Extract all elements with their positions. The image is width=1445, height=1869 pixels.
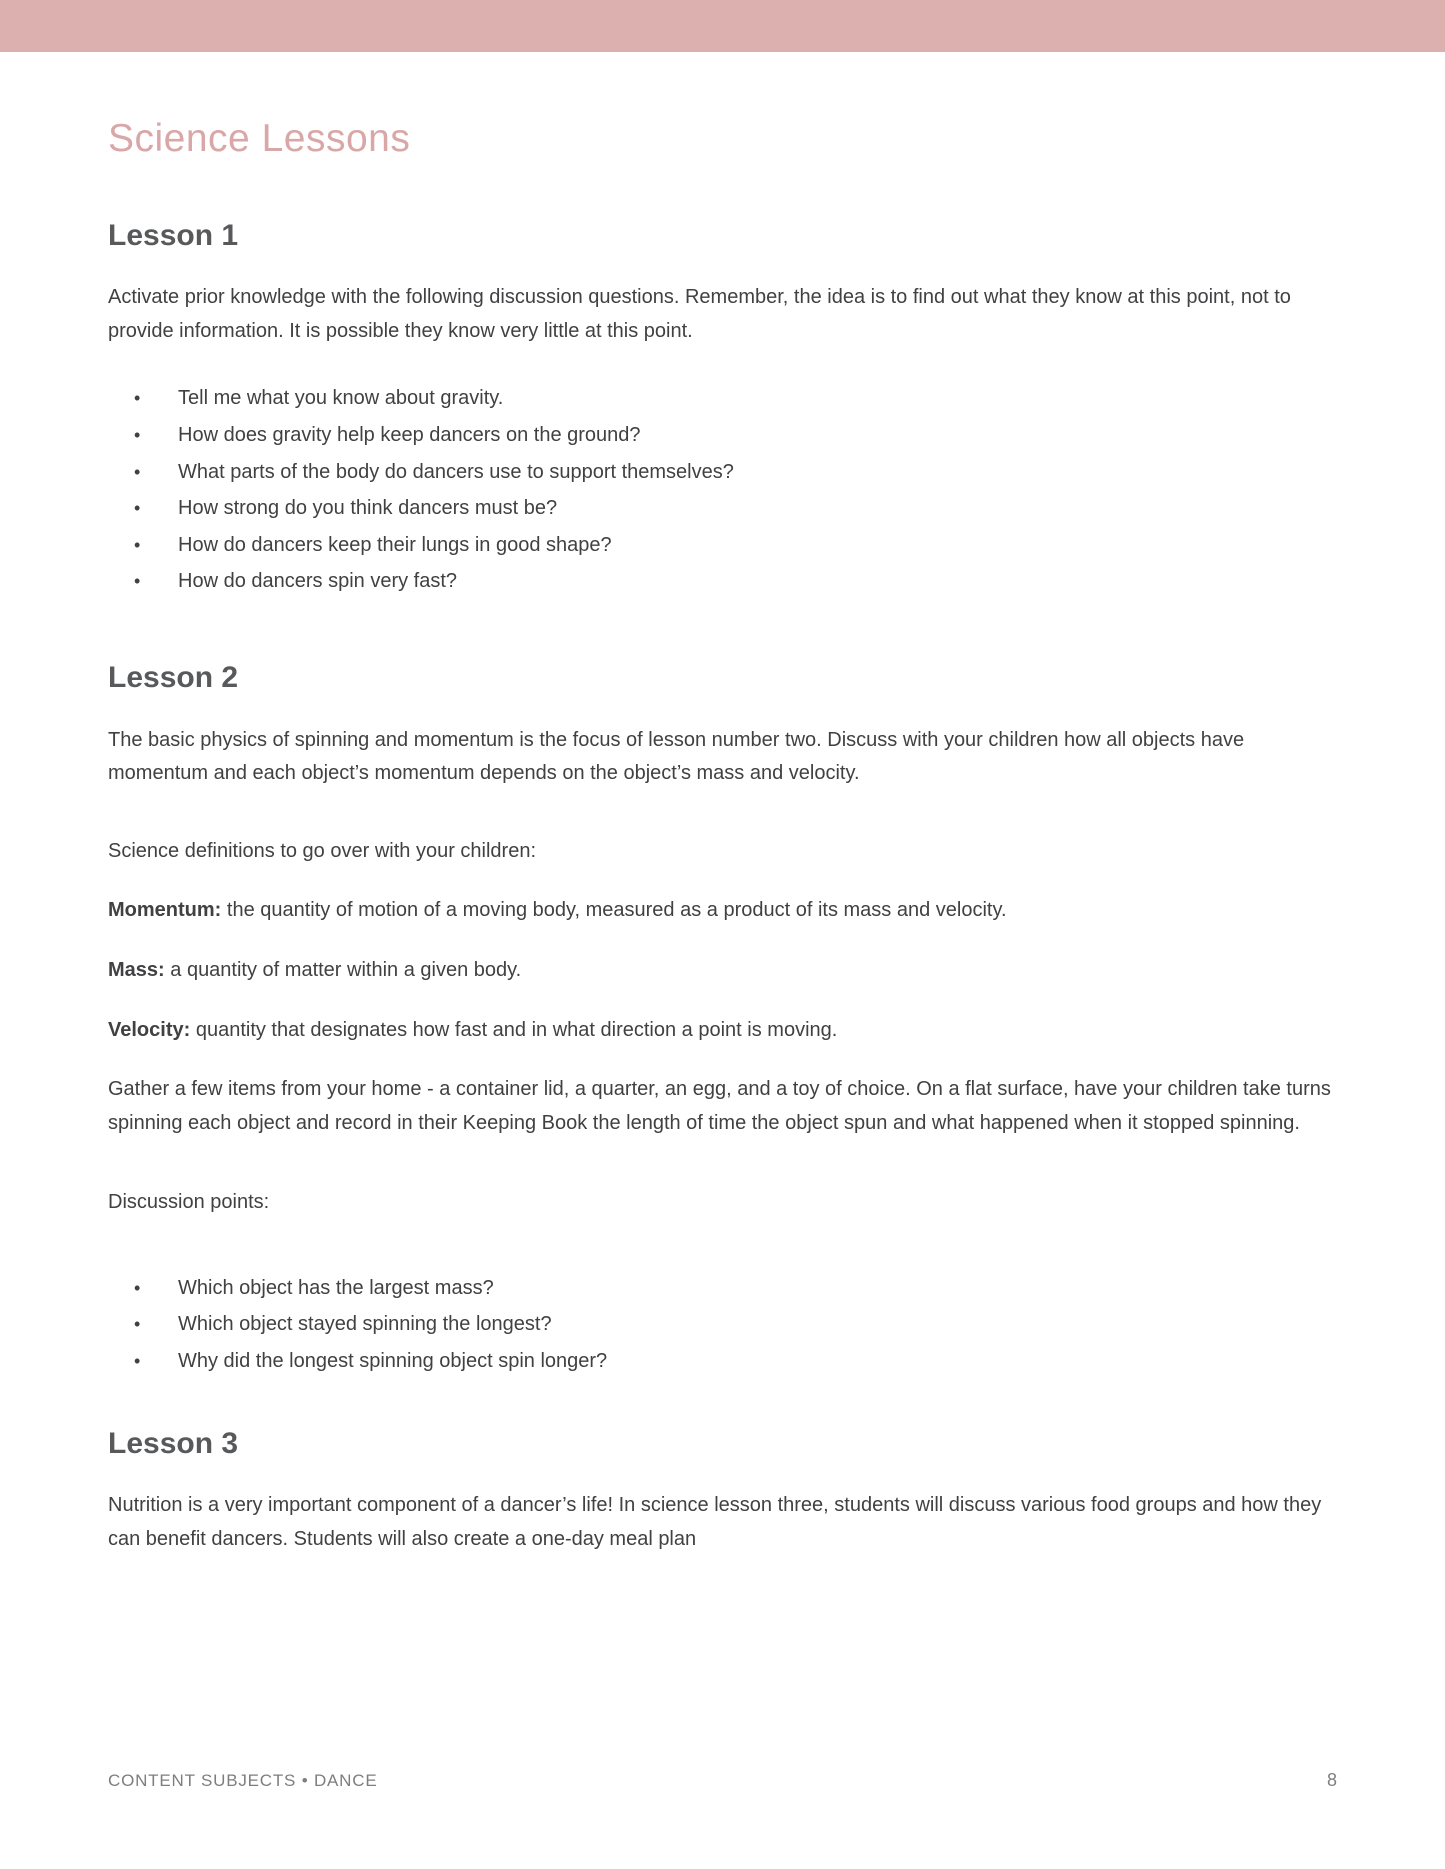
lesson-2-heading: Lesson 2 (108, 661, 239, 695)
definition-text: the quantity of motion of a moving body, measured as a product of its mass and velocity. (221, 899, 1007, 922)
list-item: • Which object stayed spinning the longest? (108, 1308, 1337, 1342)
lesson-3-heading: Lesson 3 (108, 1426, 239, 1460)
page-content (0, 52, 1445, 1556)
discussion-points-label: Discussion points: (108, 1191, 270, 1214)
list-item: • Why did the longest spinning object spin longer? (108, 1345, 1337, 1379)
list-item: • Tell me what you know about gravity. (108, 382, 1337, 416)
footer-text: CONTENT SUBJECTS • DANCE (108, 1771, 378, 1790)
definition-mass (108, 954, 1337, 988)
definition-velocity (108, 1014, 1337, 1048)
lesson-3-section (108, 1427, 1337, 1557)
definition-term: Velocity: (108, 1018, 191, 1041)
definition-text: quantity that designates how fast and in what direction a point is moving. (190, 1018, 838, 1041)
lesson-1-intro: Activate prior knowledge with the following discussion questions. Remember, the idea is to find out what they know at this point, not to provide information. It is possible they know very little at this point. (108, 286, 1291, 342)
discussion-bullet-list (108, 1272, 1337, 1379)
lesson-2-intro: The basic physics of spinning and momentum is the focus of lesson number two. Discuss with your children how all objects have momentum and each object’s momentum depends on the object’s mass and velocity. (108, 728, 1245, 785)
page-title: Science Lessons (108, 117, 411, 160)
list-item: • How do dancers keep their lungs in good shape? (108, 529, 1337, 563)
definition-term: Mass: (108, 958, 165, 981)
definition-text: a quantity of matter within a given body. (164, 958, 522, 981)
lesson-1-bullet-list (108, 382, 1337, 599)
page-footer (0, 1730, 1445, 1869)
page-number: 8 (1326, 1770, 1337, 1790)
list-item: • How does gravity help keep dancers on the ground? (108, 419, 1337, 453)
list-item: • What parts of the body do dancers use to support themselves? (108, 456, 1337, 490)
list-item: • How strong do you think dancers must be? (108, 492, 1337, 526)
definitions-intro: Science definitions to go over with your children: (108, 839, 537, 862)
lesson-2-activity: Gather a few items from your home - a container lid, a quarter, an egg, and a toy of choice. On a flat surface, have your children take turns spinning each object and record in their Keeping Book the length of time the object spun and what happened when it stopped spinning. (108, 1078, 1331, 1134)
top-banner (0, 0, 1445, 52)
definition-momentum (108, 894, 1337, 928)
lesson-1-section (108, 219, 1337, 599)
list-item: • How do dancers spin very fast? (108, 565, 1337, 599)
lesson-3-intro: Nutrition is a very important component of a dancer’s life! In science lesson three, students will discuss various food groups and how they can benefit dancers. Students will also create a one-day meal plan (108, 1494, 1322, 1550)
lesson-1-heading: Lesson 1 (108, 218, 239, 252)
lesson-2-section (108, 661, 1337, 1379)
list-item: • Which object has the largest mass? (108, 1272, 1337, 1306)
definition-term: Momentum: (108, 899, 222, 922)
